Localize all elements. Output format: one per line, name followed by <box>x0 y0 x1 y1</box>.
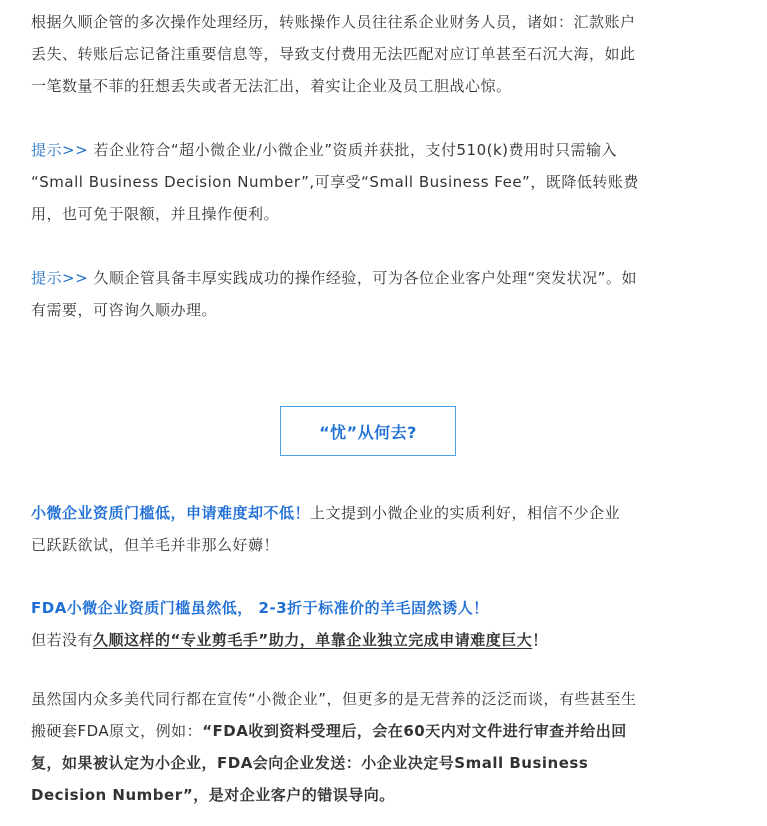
text-line: “Small Business Decision Number”,可享受“Small Business Fee”，既降低转账费 <box>31 173 639 191</box>
text-line: 根据久顺企管的多次操作处理经历，转账操作人员往往系企业财务人员，诸如：汇款账户 <box>31 13 636 31</box>
body-text: 上文提到小微企业的实质利好，相信不少企业 <box>310 504 621 522</box>
text-line <box>31 715 731 747</box>
text-line: 用，也可免于限额，并且操作便利。 <box>31 205 280 223</box>
tip-text: 若企业符合“超小微企业/小微企业”资质并获批，支付510(k)费用时只需输入 <box>88 141 618 159</box>
paragraph-misleading <box>31 683 731 811</box>
section-heading: “忧”从何去? <box>280 406 456 456</box>
text-line <box>31 262 731 294</box>
bold-quote-line: 复，如果被认定为小企业，FDA会向企业发送：小企业决定号Small Business <box>31 754 589 772</box>
paragraph-fda-discount <box>31 592 731 656</box>
text-line: 丢失、转账后忘记备注重要信息等，导致支付费用无法匹配对应订单甚至石沉大海，如此 <box>31 45 636 63</box>
text-line: 已跃跃欲试，但羊毛并非那么好薅！ <box>31 536 280 554</box>
paragraph-tip-small-business <box>31 134 731 230</box>
paragraph-threshold <box>31 497 731 561</box>
highlight-line: FDA小微企业资质门槛虽然低， 2-3折于标准价的羊毛固然诱人！ <box>31 599 489 617</box>
text-line <box>31 497 731 529</box>
bold-quote-line: Decision Number”，是对企业客户的错误导向。 <box>31 786 395 804</box>
tip-label: 提示>> <box>31 269 89 287</box>
text-line <box>31 134 731 166</box>
underlined-text: 久顺这样的“专业剪毛手”助力，单靠企业独立完成申请难度巨大 <box>93 631 533 649</box>
highlight-text: 小微企业资质门槛低，申请难度却不低！ <box>31 504 311 522</box>
tip-label: 提示>> <box>31 141 89 159</box>
bold-quote: “FDA收到资料受理后，会在60天内对文件进行审查并给出回 <box>202 722 627 740</box>
text-line: 有需要，可咨询久顺办理。 <box>31 301 218 319</box>
text-line: 虽然国内众多美代同行都在宣传“小微企业”，但更多的是无营养的泛泛而谈，有些甚至生 <box>31 690 637 708</box>
paragraph-transfer-risk <box>31 6 731 102</box>
body-text: 但若没有 <box>31 631 94 649</box>
body-text: ！ <box>532 631 548 649</box>
tip-text: 久顺企管具备丰厚实践成功的操作经验，可为各位企业客户处理“突发状况”。如 <box>88 269 637 287</box>
text-line <box>31 624 731 656</box>
text-line: 一笔数量不菲的狂想丢失或者无法汇出，着实让企业及员工胆战心惊。 <box>31 77 512 95</box>
body-text: 搬硬套FDA原文，例如： <box>31 722 203 740</box>
paragraph-tip-experience <box>31 262 731 326</box>
